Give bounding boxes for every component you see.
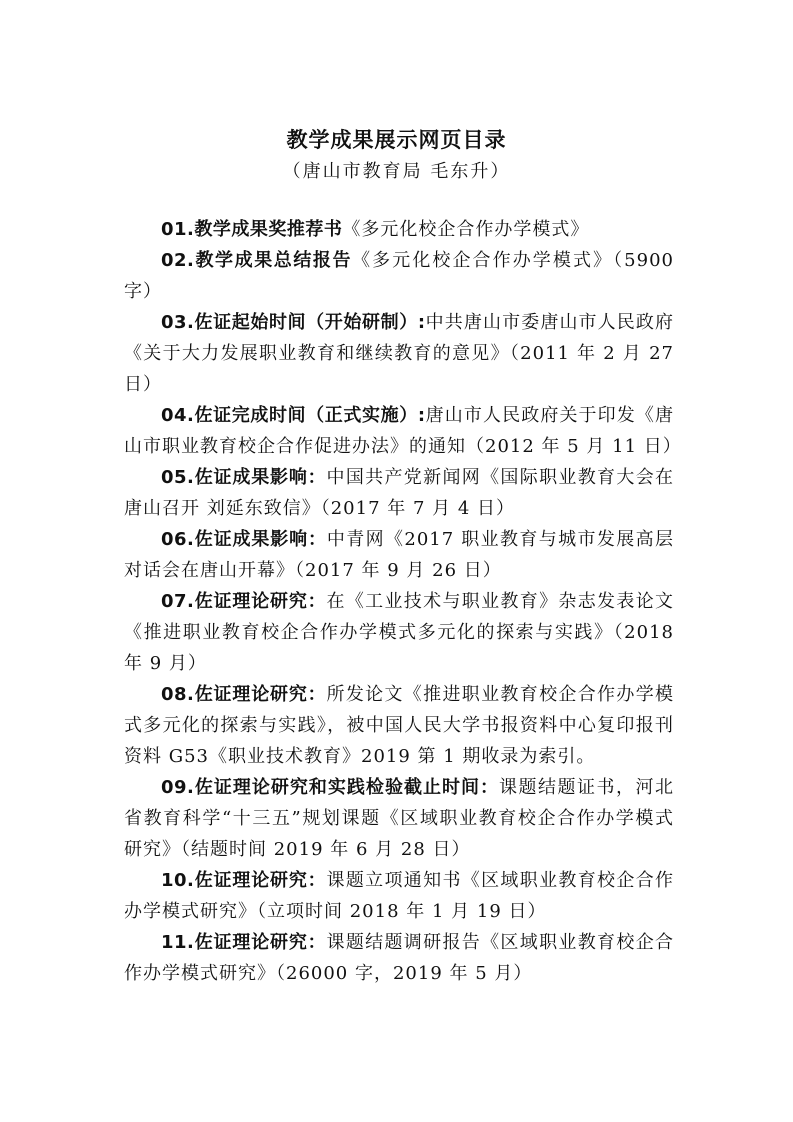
- item-label: 佐证起始时间（开始研制）:: [194, 312, 426, 333]
- catalog-item: [124, 524, 674, 586]
- item-label: 佐证理论研究：: [194, 684, 327, 705]
- item-label: 佐证理论研究：: [194, 932, 327, 953]
- item-label: 佐证完成时间（正式实施）:: [194, 405, 426, 426]
- item-text: 中国共产党新闻网《国际职业教育大会在唐山召开 刘延东致信》（2017 年 7 月 4 日）: [124, 467, 675, 519]
- item-number: 11.: [161, 932, 195, 953]
- item-text: 课题结题证书，河北省教育科学“十三五”规划课题《区域职业教育校企合作办学模式研究》（结题时间 2019 年 6 月 28 日）: [124, 777, 675, 860]
- item-text: 在《工业技术与职业教育》杂志发表论文《推进职业教育校企合作办学模式多元化的探索与实践》（2018 年 9 月）: [124, 591, 675, 674]
- item-number: 03.: [161, 312, 195, 333]
- catalog-list: [124, 214, 682, 989]
- page-subtitle: （唐山市教育局 毛东升）: [282, 161, 511, 182]
- item-text: 所发论文《推进职业教育校企合作办学模式多元化的探索与实践》，被中国人民大学书报资料中心复印报刊资料 G53《职业技术教育》2019 第 1 期收录为索引。: [124, 684, 675, 767]
- item-number: 09.: [161, 777, 195, 798]
- item-text: 唐山市人民政府关于印发《唐山市职业教育校企合作促进办法》的通知（2012 年 5 月 11 日）: [124, 405, 682, 457]
- item-number: 08.: [161, 684, 195, 705]
- catalog-item: [124, 679, 674, 772]
- item-label: 佐证理论研究：: [194, 591, 327, 612]
- catalog-item: [124, 400, 682, 462]
- item-text: 中共唐山市委唐山市人民政府《关于大力发展职业教育和继续教育的意见》（2011 年 2 月 27 日）: [124, 312, 674, 395]
- item-number: 07.: [161, 591, 195, 612]
- page-title: 教学成果展示网页目录: [286, 128, 507, 152]
- catalog-item: [124, 586, 674, 679]
- item-number: 06.: [161, 529, 195, 550]
- item-label: 佐证理论研究和实践检验截止时间：: [194, 777, 499, 798]
- item-text: 《多元化校企合作办学模式》: [342, 219, 590, 240]
- item-label: 佐证成果影响：: [194, 529, 327, 550]
- item-label: 佐证理论研究：: [194, 870, 327, 891]
- item-text: 《多元化校企合作办学模式》（5900字）: [124, 250, 674, 302]
- item-number: 04.: [161, 405, 195, 426]
- catalog-item: [124, 307, 674, 400]
- catalog-item: [124, 214, 674, 245]
- item-number: 02.: [161, 250, 195, 271]
- catalog-item: [124, 865, 674, 927]
- item-label: 教学成果奖推荐书: [194, 219, 343, 240]
- catalog-item: [124, 245, 674, 307]
- catalog-item: [124, 462, 674, 524]
- item-number: 05.: [161, 467, 195, 488]
- item-text: 课题结题调研报告《区域职业教育校企合作办学模式研究》（26000 字，2019 年 5 月）: [124, 932, 675, 984]
- item-text: 中青网《2017 职业教育与城市发展高层对话会在唐山开幕》（2017 年 9 月 26 日）: [124, 529, 674, 581]
- catalog-item: [124, 772, 674, 865]
- catalog-item: [124, 927, 674, 989]
- item-label: 教学成果总结报告: [194, 250, 353, 271]
- item-label: 佐证成果影响：: [194, 467, 327, 488]
- item-number: 10.: [161, 870, 195, 891]
- item-number: 01.: [161, 219, 195, 240]
- item-text: 课题立项通知书《区域职业教育校企合作办学模式研究》（立项时间 2018 年 1 月 19 日）: [124, 870, 675, 922]
